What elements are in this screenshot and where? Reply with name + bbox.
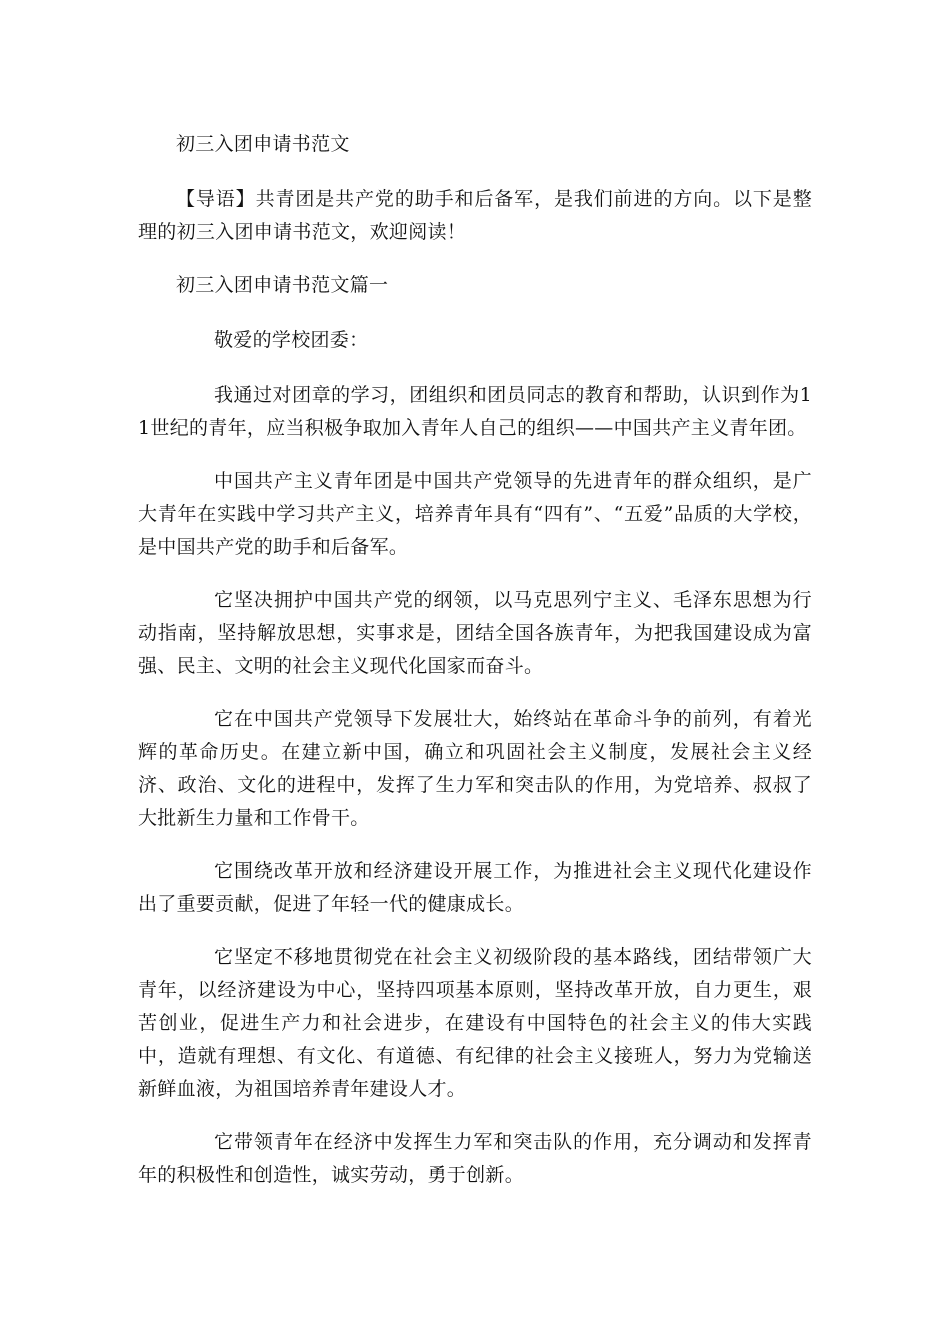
document-title: 初三入团申请书范文 — [176, 133, 350, 155]
body-paragraph-6: 它坚定不移地贯彻党在社会主义初级阶段的基本路线，团结带领广大青年，以经济建设为中心，坚持四项基本原则，坚持改革开放，自力更生，艰苦创业，促进生产力和社会进步，在建设有中国特色的社会主义的伟大实践中，造就有理想、有文化、有道德、有纪律的社会主义接班人，努力为党输送新鲜血液，为祖国培养青年建设人才。 — [138, 946, 812, 1100]
body-paragraph-2: 中国共产主义青年团是中国共产党领导的先进青年的群众组织，是广大青年在实践中学习共产主义，培养青年具有“四有”、“五爱”品质的大学校，是中国共产党的助手和后备军。 — [138, 470, 812, 558]
body-paragraph-1: 我通过对团章的学习，团组织和团员同志的教育和帮助，认识到作为11世纪的青年，应当积极争取加入青年人自己的组织——中国共产主义青年团。 — [138, 384, 812, 439]
body-paragraph-3: 它坚决拥护中国共产党的纲领，以马克思列宁主义、毛泽东思想为行动指南，坚持解放思想，实事求是，团结全国各族青年，为把我国建设成为富强、民主、文明的社会主义现代化国家而奋斗。 — [138, 589, 812, 677]
body-paragraph-7: 它带领青年在经济中发挥生力军和突击队的作用，充分调动和发挥青年的积极性和创造性，诚实劳动，勇于创新。 — [138, 1131, 812, 1186]
lead-paragraph: 【导语】共青团是共产党的助手和后备军，是我们前进的方向。以下是整理的初三入团申请书范文，欢迎阅读！ — [138, 188, 812, 243]
body-paragraph-5: 它围绕改革开放和经济建设开展工作，为推进社会主义现代化建设作出了重要贡献，促进了年轻一代的健康成长。 — [138, 860, 812, 915]
section-title: 初三入团申请书范文篇一 — [176, 274, 389, 296]
document-body — [138, 128, 812, 1212]
salutation: 敬爱的学校团委： — [214, 329, 369, 351]
body-paragraph-4: 它在中国共产党领导下发展壮大，始终站在革命斗争的前列，有着光辉的革命历史。在建立新中国，确立和巩固社会主义制度，发展社会主义经济、政治、文化的进程中，发挥了生力军和突击队的作用，为党培养、叔叔了大批新生力量和工作骨干。 — [138, 708, 812, 829]
